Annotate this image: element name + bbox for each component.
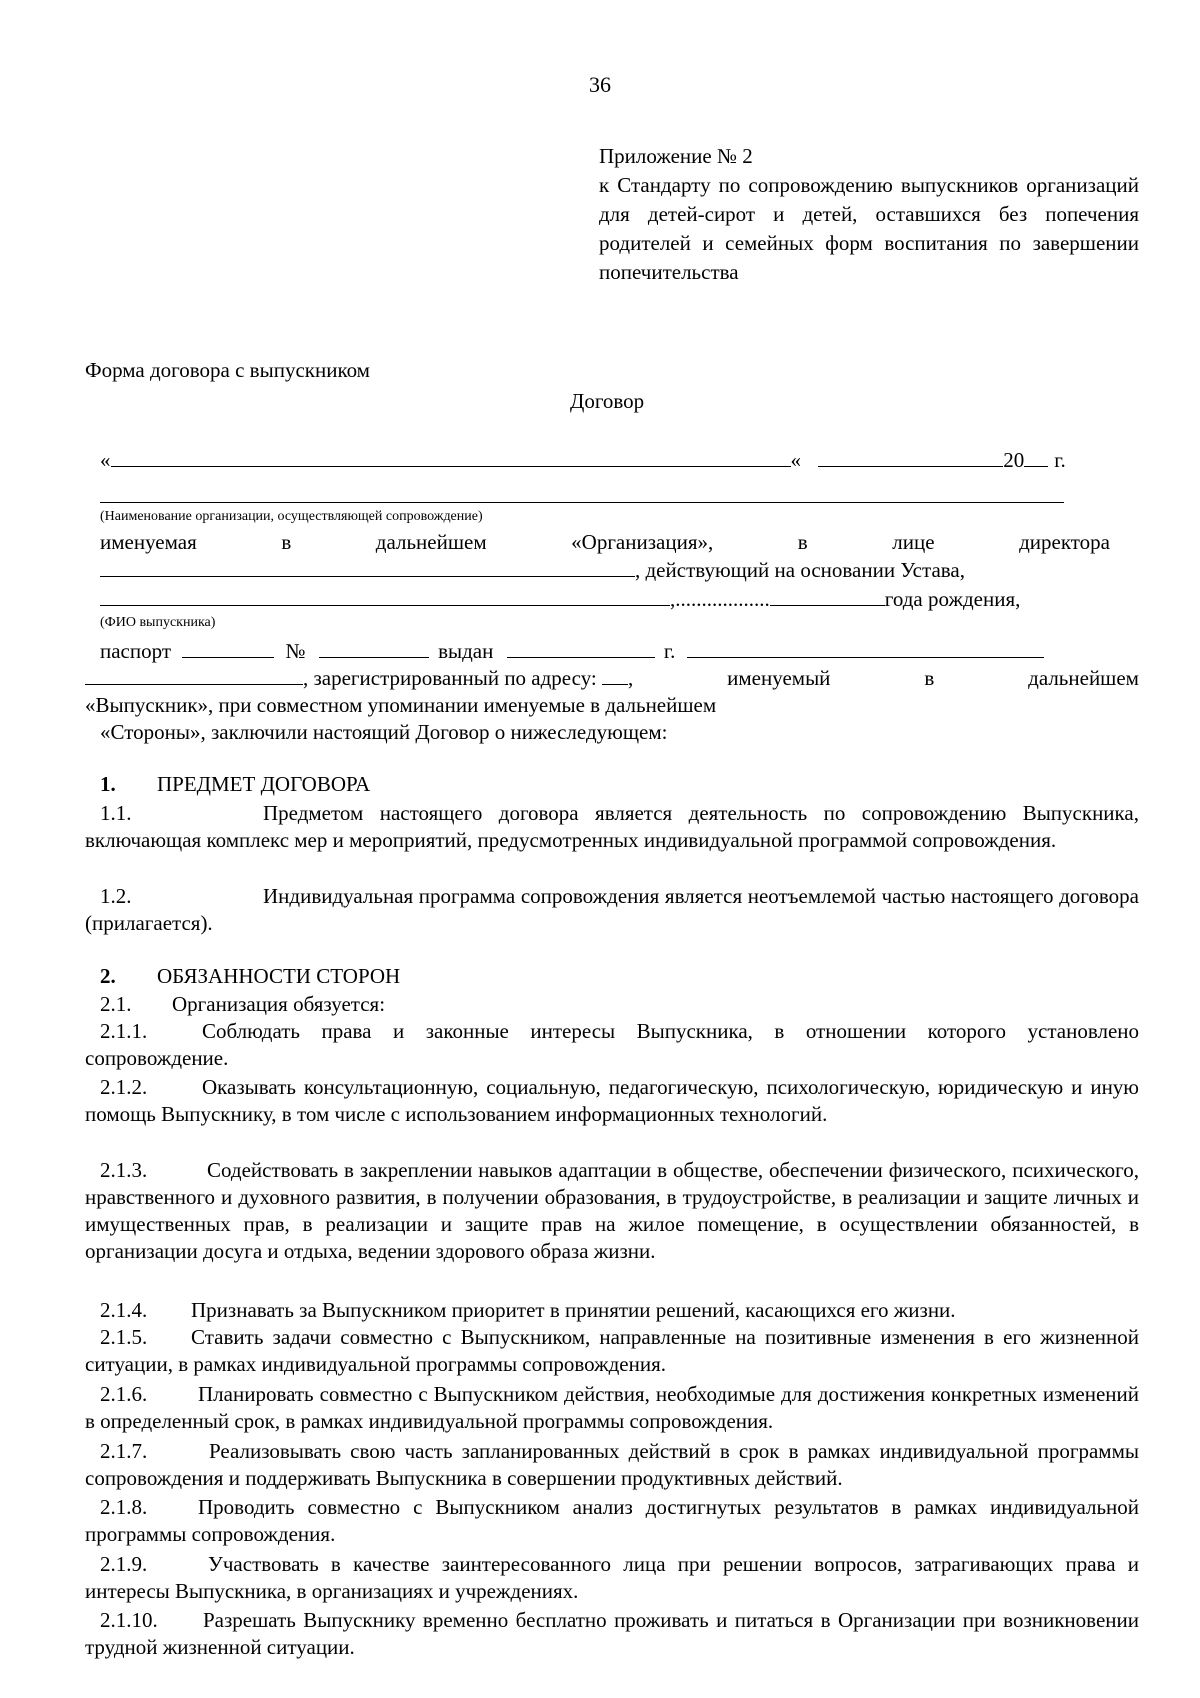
header-line [100,447,1066,473]
section-1-item [85,883,1139,937]
word: директора [1019,530,1110,554]
form-title: Форма договора с выпускником [85,358,370,382]
passport-issued: выдан [438,639,494,663]
year-prefix: 20 [1003,448,1025,472]
section-2-title: ОБЯЗАННОСТИ СТОРОН [157,964,401,988]
year-blank [1024,447,1048,467]
page-number: 36 [589,72,611,97]
passport-number-blank [319,638,429,658]
item-number: 2.1.4. [100,1298,148,1322]
org-name-line [100,502,1064,503]
acting-text: , действующий на основании Устава, [635,558,965,582]
word: лице [892,530,935,554]
line-birth [100,586,1020,612]
item-number: 1.2. [100,884,132,908]
passport-issued-blank [507,638,655,658]
section-2-item [85,1494,1139,1548]
line-acting [100,557,965,583]
section-2-heading [100,964,400,989]
section-2-sub [100,991,385,1017]
birth-dots: ,.................. [670,587,770,611]
item-text: Реализовывать свою часть запланированных действий в срок в рамках индивидуальной программы сопровождения и поддерживать Выпускника в совершении продуктивных действий. [85,1439,1139,1490]
item-number: 2.1.7. [100,1439,148,1463]
item-number: 2.1.3. [100,1158,148,1182]
item-text: Содействовать в закреплении навыков адаптации в обществе, обеспечении физического, психического, нравственного и духовного развития, в получении образования, в трудоустройстве, в реализации и защите личных и имущественных прав, в реализации и защите прав на жилое помещение, в осуществлении обязанностей, в организации досуга и отдыха, ведении здорового образа жизни. [85,1158,1139,1263]
appendix-body: к Стандарту по сопровождению выпускников организаций для детей-сирот и детей, оставшихся без попечения родителей и семейных форм воспитания по завершении попечительства [599,173,1139,284]
item-text: Разрешать Выпускнику временно бесплатно проживать и питаться в Организации при возникновении трудной жизненной ситуации. [85,1608,1139,1659]
item-number: 2.1.6. [100,1382,148,1406]
section-2-item [85,1438,1139,1492]
item-text: Ставить задачи совместно с Выпускником, направленные на позитивные изменения в его жизненной ситуации, в рамках индивидуальной программы сопровождения. [85,1325,1139,1376]
item-text: Индивидуальная программа сопровождения является неотъемлемой частью настоящего договора (прилагается). [85,884,1139,935]
section-2-item [85,1297,1139,1324]
section-2-item [85,1018,1139,1072]
year-suffix: г. [1054,448,1066,472]
word: в [797,530,808,554]
line-parties: «Стороны», заключили настоящий Договор о нижеследующем: [100,720,668,744]
passport-label: паспорт [100,639,172,663]
section-1-number: 1. [100,772,116,796]
section-2-item [85,1381,1139,1435]
section-1-heading [100,772,370,797]
word: в [924,666,935,690]
word: именуемая [100,530,197,554]
comma: , [628,666,634,690]
section-1-item [85,800,1139,854]
doc-title: Договор [570,389,645,413]
item-text: Оказывать консультационную, социальную, педагогическую, психологическую, юридическую и иную помощь Выпускнику, в том числе с использованием информационных технологий. [85,1075,1139,1126]
item-number: 2.1.9. [100,1552,148,1576]
word: дальнейшем [375,530,487,554]
passport-series-blank [182,638,274,658]
item-text: Участвовать в качестве заинтересованного лица при решении вопросов, затрагивающих права и интересы Выпускника, в организациях и учреждениях. [85,1552,1139,1603]
item-number: 2.1.8. [100,1495,148,1519]
line-named [100,529,1110,556]
section-2-item [85,1551,1139,1605]
passport-line [100,638,1044,664]
item-number: 2.1.5. [100,1325,148,1349]
section-2-item [85,1607,1139,1661]
quote-open: « [100,448,111,472]
section-2-item [85,1074,1139,1128]
org-caption: (Наименование организации, осуществляющей сопровождение) [100,509,483,524]
fio-caption: (ФИО выпускника) [100,615,216,630]
word: именуемый [727,666,831,690]
registered-text: , зарегистрированный по адресу: [303,666,597,690]
word: в [281,530,292,554]
line-graduate: «Выпускник», при совместном упоминании именуемые в дальнейшем [85,693,717,717]
city-blank [111,447,791,467]
item-number: 2.1.10. [100,1608,158,1632]
item-text: Предметом настоящего договора является деятельность по сопровождению Выпускника, включающая комплекс мер и мероприятий, предусмотренных индивидуальной программой сопровождения. [85,801,1139,852]
birth-suffix: года рождения, [884,587,1021,611]
appendix-title: Приложение № 2 [599,144,753,168]
passport-no: № [285,639,306,663]
section-2-item [85,1157,1139,1265]
section-2-item [85,1324,1139,1378]
address-blank-2 [602,665,628,685]
date-blank [818,447,1003,467]
section-1-title: ПРЕДМЕТ ДОГОВОРА [157,772,371,796]
item-text: Проводить совместно с Выпускником анализ достигнутых результатов в рамках индивидуальной программы сопровождения. [85,1495,1139,1546]
item-text: Признавать за Выпускником приоритет в принятии решений, касающихся его жизни. [191,1298,956,1322]
line-registered [85,665,1139,692]
sub-number: 2.1. [100,992,132,1016]
section-2-number: 2. [100,964,116,988]
address-blank [85,665,303,685]
item-text: Планировать совместно с Выпускником действия, необходимые для достижения конкретных изменений в определенный срок, в рамках индивидуальной программы сопровождения. [85,1382,1139,1433]
word: дальнейшем [1028,666,1139,690]
graduate-name-blank [100,586,670,606]
item-number: 2.1.2. [100,1075,148,1099]
passport-issuer-blank [687,638,1044,658]
passport-year: г. [663,639,676,663]
item-number: 2.1.1. [100,1019,148,1043]
item-text: Соблюдать права и законные интересы Выпускника, в отношении которого установлено сопровождение. [85,1019,1139,1070]
item-number: 1.1. [100,801,132,825]
quote-open-2: « [790,448,801,472]
director-name-blank [100,557,635,577]
word: «Организация», [571,530,714,554]
sub-text: Организация обязуется: [172,992,386,1016]
birth-year-blank [770,586,885,606]
appendix-block [599,142,1139,287]
